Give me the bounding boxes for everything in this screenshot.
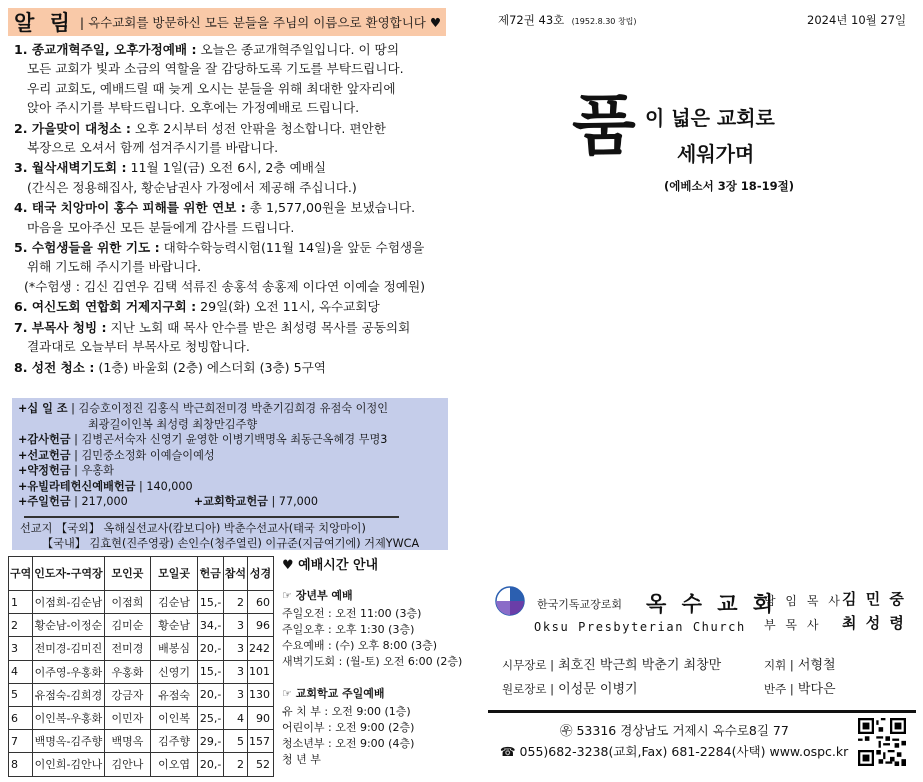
- table-cell: 15,-: [197, 660, 223, 683]
- worship-line: 수요예배 : (수) 오후 8:00 (3층): [282, 639, 438, 652]
- infant-label: +유빌라테헌신예배헌금: [18, 479, 136, 493]
- table-cell: 황순남-이정순: [33, 614, 104, 637]
- worship-line: 새벽기도회 : (월-토) 오전 6:00 (2층): [282, 655, 463, 668]
- accompanist-label: 반주 |: [764, 682, 794, 696]
- infant-amount: | 140,000: [135, 479, 193, 493]
- col-header: 인도자-구역장: [33, 557, 104, 591]
- table-cell: 3: [9, 637, 33, 660]
- table-row: [9, 614, 274, 637]
- table-cell: 242: [247, 637, 273, 660]
- worship-line: 주일오전 : 오전 11:00 (3층): [282, 607, 422, 620]
- table-cell: 1: [9, 591, 33, 614]
- notice-item: [14, 119, 450, 158]
- notice-text: 총 1,577,00원을 보냈습니다.: [245, 200, 416, 216]
- table-cell: 6: [9, 706, 33, 729]
- notice-subtitle: | 옥수교회를 방문하신 모든 분들을 주님의 이름으로 환영합니다 ♥: [79, 15, 442, 30]
- retired-elders-label: 원로장로 |: [502, 682, 554, 696]
- table-cell: 4: [9, 660, 33, 683]
- table-row: [9, 637, 274, 660]
- notice-heading: 7. 부목사 청빙 :: [14, 319, 107, 335]
- retired-elders-names: 이성문 이병기: [553, 682, 638, 697]
- notice-text: 대학수학능력시험(11월 14일)을 앞둔 수험생을: [159, 240, 425, 256]
- church-contact: ☎ 055)682-3238(교회,Fax) 681-2284(사택) www.ospc.kr: [500, 744, 849, 759]
- notice-heading: 3. 월삭새벽기도회 :: [14, 160, 127, 176]
- cell-group-table: [8, 556, 274, 777]
- table-cell: 52: [247, 753, 273, 776]
- thanks-label: +감사헌금: [18, 433, 71, 446]
- notice-continuation: 우리 교회도, 예배드릴 때 늦게 오시는 분들을 위해 최대한 앞자리에: [27, 80, 396, 96]
- issue-text: 제72권 43호: [498, 13, 565, 27]
- associate-pastor-label: 부 목 사: [764, 618, 822, 632]
- tithe-names-2: 최광길이인복 최성령 최창만김주향: [88, 417, 258, 431]
- table-row: [9, 730, 274, 753]
- table-cell: 2: [223, 753, 247, 776]
- notice-item: [14, 40, 450, 118]
- notice-text: 11월 1일(금) 오전 6시, 2층 예배실: [126, 160, 327, 176]
- notice-text: 오늘은 종교개혁주일입니다. 이 땅의: [196, 42, 400, 57]
- col-header: 모인곳: [104, 557, 151, 591]
- founding-date: (1952.8.30 창립): [571, 17, 637, 26]
- table-cell: 유점숙: [151, 683, 198, 706]
- tithe-names: | 김승호이정진 김홍식 박근희전미경 박춘기김희경 유점숙 이정인: [67, 402, 389, 415]
- school-label: +교회학교헌금: [193, 495, 268, 508]
- scripture-reference: (에베소서 3장 18-19절): [664, 179, 794, 193]
- notice-continuation: (간식은 정용해집사, 황순남권사 가정에서 제공해 주십니다.): [27, 179, 357, 195]
- notice-heading: 1. 종교개혁주일, 오후가정예배 :: [14, 42, 197, 57]
- table-cell: 3: [223, 637, 247, 660]
- notice-item: [14, 318, 450, 357]
- table-cell: 96: [247, 614, 273, 637]
- church-address: ㉾ 53316 경상남도 거제시 옥수로8길 77: [560, 723, 789, 738]
- mission-label: +선교헌금: [18, 448, 71, 462]
- table-cell: 이오엽: [151, 753, 198, 776]
- notice-heading: 5. 수험생들을 위한 기도 :: [14, 240, 160, 256]
- sunday-label: +주일헌금: [18, 495, 71, 508]
- notice-item: [14, 358, 450, 377]
- table-cell: 5: [223, 730, 247, 753]
- table-cell: 김순남: [151, 591, 198, 614]
- motto-line-1: 이 넓은 교회로: [645, 106, 775, 130]
- notice-item: [14, 297, 450, 316]
- notice-text: 지난 노회 때 목사 안수를 받은 최성령 목사를 공동의회: [106, 319, 411, 335]
- title-poom: 품: [572, 86, 636, 164]
- sunday-row: [18, 494, 442, 510]
- col-header: 모일곳: [151, 557, 198, 591]
- notice-header: [8, 8, 446, 36]
- qr-code-icon: [858, 718, 906, 766]
- notice-continuation: 앉아 주시기를 부탁드립니다. 오후에는 가정예배로 드립니다.: [27, 100, 360, 116]
- tithe-row: [18, 401, 442, 417]
- conductor-label: 지휘 |: [764, 658, 794, 672]
- church-name: 옥 수 교 회: [646, 592, 778, 616]
- conductor-name: 서형철: [793, 658, 836, 673]
- col-header: 헌금: [197, 557, 223, 591]
- notice-continuation: 모든 교회가 빛과 소금의 역할을 잘 감당하도록 기도를 부탁드립니다.: [27, 61, 404, 77]
- retired-elders: [502, 678, 638, 697]
- table-cell: 15,-: [197, 591, 223, 614]
- table-cell: 130: [247, 683, 273, 706]
- issue-number: [498, 12, 637, 28]
- table-row: [9, 591, 274, 614]
- col-header: 참석: [223, 557, 247, 591]
- col-header: 구역: [9, 557, 33, 591]
- table-cell: 5: [9, 683, 33, 706]
- table-cell: 황순남: [151, 614, 198, 637]
- mission-row: [18, 448, 442, 464]
- table-cell: 김주향: [151, 730, 198, 753]
- table-cell: 배봉심: [151, 637, 198, 660]
- worship-title: ♥ 예배시간 안내: [282, 558, 379, 573]
- worship-line: 유 치 부 : 오전 9:00 (1층): [282, 705, 411, 718]
- table-cell: 20,-: [197, 683, 223, 706]
- notice-text: 29일(화) 오전 11시, 옥수교회당: [196, 299, 380, 315]
- thanks-row: [18, 432, 442, 448]
- notice-heading: 8. 성전 청소 :: [14, 359, 95, 375]
- worship-line: 청 년 부: [282, 753, 321, 766]
- denomination: 한국기독교장로회: [537, 598, 623, 611]
- table-cell: 강금자: [104, 683, 151, 706]
- table-cell: 전미경-김미진: [33, 637, 104, 660]
- table-cell: 3: [223, 683, 247, 706]
- notice-heading: 6. 여신도회 연합회 거제지구회 :: [14, 299, 197, 315]
- table-cell: 7: [9, 730, 33, 753]
- notice-continuation: (*수험생 : 김신 김연우 김택 석류진 송홍석 송홍제 이다연 이예슬 정예원): [24, 278, 426, 294]
- conductor: [764, 654, 836, 673]
- table-cell: 이인복: [151, 706, 198, 729]
- notice-item: [14, 158, 450, 197]
- church-logo-icon: [495, 586, 525, 616]
- table-cell: 이점희-김순남: [33, 591, 104, 614]
- church-english-name: Oksu Presbyterian Church: [534, 620, 746, 634]
- missionary-row-1: 선교지 【국외】 옥해실선교사(캄보디아) 박춘수선교사(태국 치앙마이): [20, 521, 366, 535]
- active-elders: [502, 654, 721, 673]
- accompanist-name: 박다은: [793, 682, 836, 697]
- table-cell: 8: [9, 753, 33, 776]
- col-header: 성경: [247, 557, 273, 591]
- school-amount: | 77,000: [267, 495, 319, 508]
- table-cell: 29,-: [197, 730, 223, 753]
- table-cell: 김미순: [104, 614, 151, 637]
- table-row: [9, 753, 274, 776]
- tithe-row-2: [18, 417, 442, 433]
- table-cell: 60: [247, 591, 273, 614]
- table-row: [9, 660, 274, 683]
- table-cell: 이점희: [104, 591, 151, 614]
- table-cell: 20,-: [197, 753, 223, 776]
- table-cell: 유점숙-김희경: [33, 683, 104, 706]
- active-elders-names: 최호진 박근희 박춘기 최창만: [553, 658, 722, 673]
- table-cell: 157: [247, 730, 273, 753]
- offerings-divider: [24, 516, 399, 518]
- table-cell: 전미경: [104, 637, 151, 660]
- notice-continuation: 위해 기도해 주시기를 바랍니다.: [27, 259, 202, 275]
- notice-item: [14, 198, 450, 237]
- notice-title: 알 림: [14, 11, 74, 35]
- table-cell: 25,-: [197, 706, 223, 729]
- pledge-label: +약정헌금: [18, 464, 71, 477]
- offerings-box: [12, 398, 448, 550]
- notice-text: (1층) 바울회 (2층) 에스더회 (3층) 5구역: [94, 359, 326, 375]
- worship-line: 청소년부 : 오전 9:00 (4층): [282, 737, 415, 750]
- bulletin-date: 2024년 10월 27일: [807, 13, 907, 27]
- notice-item: [14, 238, 450, 296]
- notice-continuation: 복장으로 오셔서 함께 섬겨주시기를 바랍니다.: [27, 140, 279, 156]
- notice-list: [14, 40, 450, 378]
- table-cell: 2: [223, 591, 247, 614]
- worship-times: [282, 558, 463, 768]
- table-header-row: [9, 557, 274, 591]
- school-worship-head: ☞ 교회학교 주일예배: [282, 687, 385, 700]
- notice-continuation: 결과대로 오늘부터 부목사로 청빙합니다.: [27, 339, 250, 355]
- table-cell: 101: [247, 660, 273, 683]
- table-cell: 20,-: [197, 637, 223, 660]
- table-cell: 3: [223, 660, 247, 683]
- table-cell: 신영기: [151, 660, 198, 683]
- table-cell: 이인복-우홍화: [33, 706, 104, 729]
- table-row: [9, 683, 274, 706]
- missionary-row-2: 【국내】 김효현(진주영광) 손인수(청주열린) 이규준(지금여기에) 거제YWCA: [42, 537, 420, 550]
- notice-heading: 2. 가을맞이 대청소 :: [14, 120, 131, 136]
- table-cell: 우홍화: [104, 660, 151, 683]
- table-cell: 90: [247, 706, 273, 729]
- associate-pastor-name: 최 성 령: [842, 614, 906, 632]
- table-cell: 4: [223, 706, 247, 729]
- notice-text: 오후 2시부터 성전 안팎을 청소합니다. 편안한: [130, 120, 386, 136]
- accompanist: [764, 678, 836, 697]
- motto-line-2: 세워가며: [677, 142, 755, 166]
- senior-pastor-label: 담 임 목 사: [764, 594, 843, 608]
- table-cell: 이인희-김안나: [33, 753, 104, 776]
- infant-row: [18, 479, 442, 495]
- notice-continuation: 마음을 모아주신 모든 분들에게 감사를 드립니다.: [27, 219, 295, 235]
- table-cell: 백명옥: [104, 730, 151, 753]
- active-elders-label: 시무장로 |: [502, 658, 554, 672]
- notice-heading: 4. 태국 치앙마이 홍수 피해를 위한 연보 :: [14, 200, 246, 216]
- pledge-row: [18, 463, 442, 479]
- table-cell: 3: [223, 614, 247, 637]
- table-row: [9, 706, 274, 729]
- table-cell: 이민자: [104, 706, 151, 729]
- worship-line: 어린이부 : 오전 9:00 (2층): [282, 721, 415, 734]
- table-cell: 2: [9, 614, 33, 637]
- sunday-amount: | 217,000: [70, 495, 128, 508]
- worship-line: 주일오후 : 오후 1:30 (3층): [282, 623, 415, 636]
- adult-worship-head: ☞ 장년부 예배: [282, 589, 353, 602]
- senior-pastor-name: 김 민 중: [842, 590, 906, 608]
- thanks-names: | 김병곤서숙자 신영기 윤영한 이병기백명옥 최동근옥혜경 무명3: [70, 433, 388, 446]
- mission-names: | 김민중소정화 이예슬이예성: [70, 448, 215, 462]
- pledge-names: | 우홍화: [70, 464, 114, 477]
- tithe-label: +십 일 조: [18, 402, 68, 415]
- table-cell: 백명옥-김주향: [33, 730, 104, 753]
- table-cell: 이주영-우홍화: [33, 660, 104, 683]
- table-cell: 34,-: [197, 614, 223, 637]
- footer-divider: [488, 710, 916, 713]
- table-cell: 김안나: [104, 753, 151, 776]
